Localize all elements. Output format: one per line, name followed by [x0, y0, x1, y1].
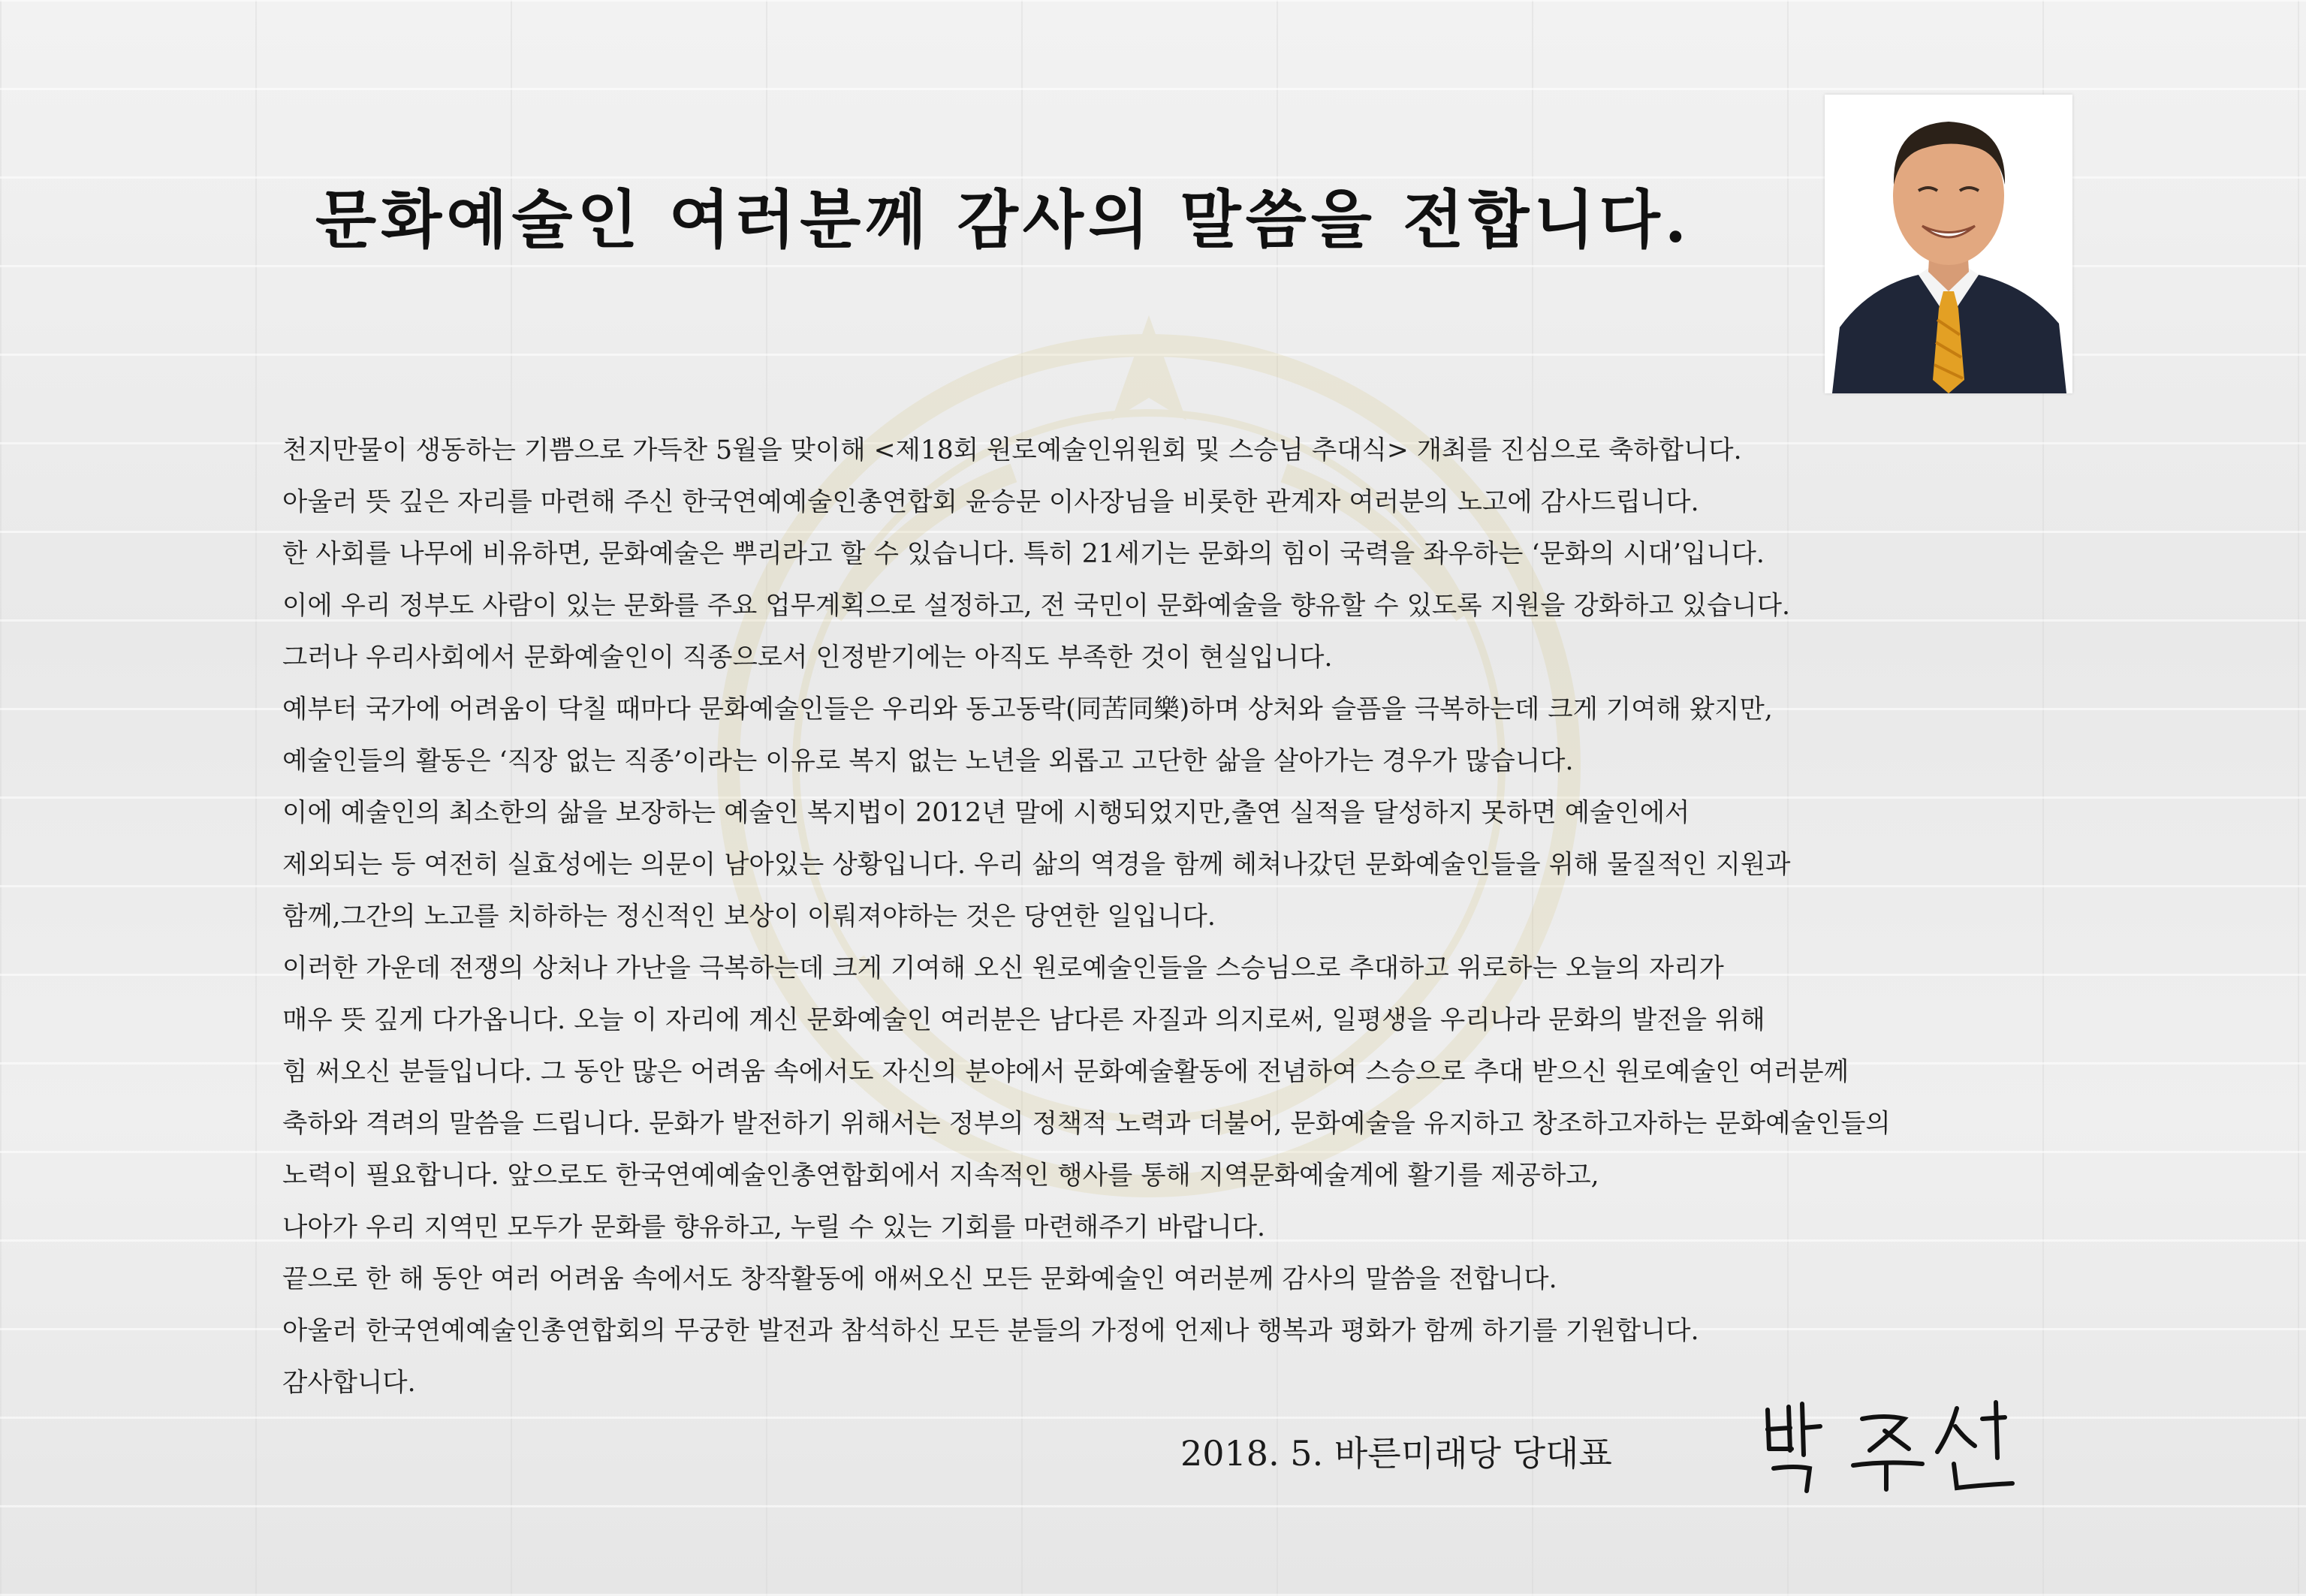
letter-line: 이에 예술인의 최소한의 삶을 보장하는 예술인 복지법이 2012년 말에 시행되었지만,출연 실적을 달성하지 못하면 예술인에서 [282, 798, 1690, 828]
letter-line: 축하와 격려의 말씀을 드립니다. 문화가 발전하기 위해서는 정부의 정책적 노력과 더불어, 문화예술을 유지하고 창조하고자하는 문화예술인들의 [282, 1109, 1891, 1139]
page-title: 문화예술인 여러분께 감사의 말씀을 전합니다. [315, 182, 1691, 257]
portrait-photo [1825, 95, 2072, 393]
person-portrait-icon [1825, 95, 2072, 393]
letter-body [282, 425, 2205, 1409]
letter-line: 제외되는 등 여전히 실효성에는 의문이 남아있는 상황입니다. 우리 삶의 역경을 함께 헤쳐나갔던 문화예술인들을 위해 물질적인 지원과 [282, 850, 1791, 880]
letter-line: 예술인들의 활동은 ‘직장 없는 직종’이라는 이유로 복지 없는 노년을 외롭고 고단한 삶을 살아가는 경우가 많습니다. [282, 746, 1574, 776]
letter-line: 그러나 우리사회에서 문화예술인이 직종으로서 인정받기에는 아직도 부족한 것이 현실입니다. [282, 643, 1333, 673]
letter-line: 아울러 뜻 깊은 자리를 마련해 주신 한국연예예술인총연합회 윤승문 이사장님을 비롯한 관계자 여러분의 노고에 감사드립니다. [282, 487, 1699, 517]
signoff-line: 2018. 5. 바른미래당 당대표 [1180, 1433, 1612, 1474]
letter-line: 예부터 국가에 어려움이 닥칠 때마다 문화예술인들은 우리와 동고동락(同苦同樂)하며 상처와 슬픔을 극복하는데 크게 기여해 왔지만, [282, 694, 1773, 724]
letter-line: 천지만물이 생동하는 기쁨으로 가득찬 5월을 맞이해 <제18회 원로예술인위원회 및 스승님 추대식> 개최를 진심으로 축하합니다. [282, 435, 1742, 465]
letter-line: 한 사회를 나무에 비유하면, 문화예술은 뿌리라고 할 수 있습니다. 특히 21세기는 문화의 힘이 국력을 좌우하는 ‘문화의 시대’입니다. [282, 539, 1765, 569]
letter-line: 노력이 필요합니다. 앞으로도 한국연예예술인총연합회에서 지속적인 행사를 통해 지역문화예술계에 활기를 제공하고, [282, 1161, 1599, 1191]
letter-line: 이에 우리 정부도 사람이 있는 문화를 주요 업무계획으로 설정하고, 전 국민이 문화예술을 향유할 수 있도록 지원을 강화하고 있습니다. [282, 591, 1791, 621]
letter-line: 이러한 가운데 전쟁의 상처나 가난을 극복하는데 크게 기여해 오신 원로예술인들을 스승님으로 추대하고 위로하는 오늘의 자리가 [282, 953, 1724, 983]
letter-line: 함께,그간의 노고를 치하하는 정신적인 보상이 이뤄져야하는 것은 당연한 일입니다. [282, 902, 1216, 932]
letter-line: 힘 써오신 분들입니다. 그 동안 많은 어려움 속에서도 자신의 분야에서 문화예술활동에 전념하여 스승으로 추대 받으신 원로예술인 여러분께 [282, 1057, 1849, 1087]
letter-line: 끝으로 한 해 동안 여러 어려움 속에서도 창작활동에 애써오신 모든 문화예술인 여러분께 감사의 말씀을 전합니다. [282, 1264, 1557, 1294]
handwritten-signature [1757, 1396, 2042, 1494]
letter-line: 감사합니다. [282, 1368, 416, 1398]
letter-line: 아울러 한국연예예술인총연합회의 무궁한 발전과 참석하신 모든 분들의 가정에 언제나 행복과 평화가 함께 하기를 기원합니다. [282, 1316, 1699, 1346]
letter-line: 나아가 우리 지역민 모두가 문화를 향유하고, 누릴 수 있는 기회를 마련해주기 바랍니다. [282, 1212, 1266, 1242]
letter-line: 매우 뜻 깊게 다가옵니다. 오늘 이 자리에 계신 문화예술인 여러분은 남다른 자질과 의지로써, 일평생을 우리나라 문화의 발전을 위해 [282, 1005, 1765, 1035]
